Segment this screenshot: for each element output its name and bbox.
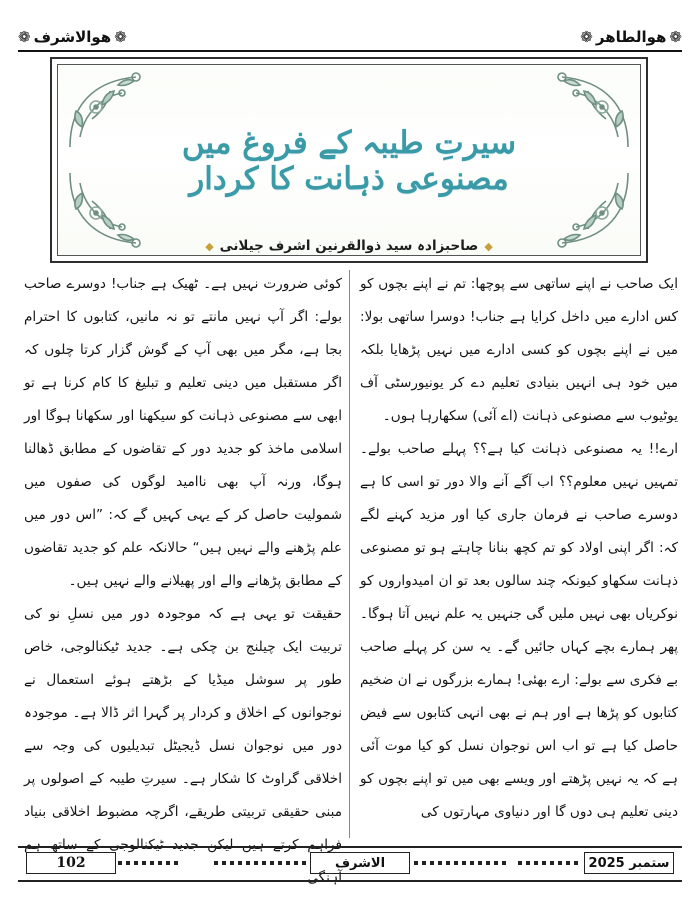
magazine-name-box	[310, 852, 410, 874]
floral-corner-icon	[62, 67, 154, 159]
paragraph: ایک صاحب نے اپنے ساتھی سے پوچھا: تم نے اپنے بچوں کو کس ادارے میں داخل کرایا ہے جناب! دوسرا ساتھی بولا: میں نے اپنے بچوں کو کسی ادارے میں نہیں پڑھایا بلکہ میں خود ہی انہیں بنیادی تعلیم دے کر یونیورسٹی آف یوٹیوب سے مصنوعی ذہانت (اے آئی) سکھارہا ہوں۔	[360, 276, 678, 424]
footer-ornament	[118, 861, 178, 865]
ornament-icon: ❁	[669, 28, 682, 46]
footer-ornament	[414, 861, 506, 865]
floral-corner-icon	[544, 161, 636, 253]
column-divider	[349, 270, 350, 838]
running-header-right-text: ھوالطاھر	[595, 28, 667, 46]
ornament-icon: ❁	[114, 28, 127, 46]
paragraph: ارے!! یہ مصنوعی ذہانت کیا ہے؟؟ پہلے صاحب بولے۔ تمہیں نہیں معلوم؟؟ اب آگے آنے والا دور تو اسی کا ہے دوسرے صاحب نے فرمان جاری کیا اور مزید کہنے لگے کہ: اگر اپنی اولاد کو تم کچھ بنانا چاہتے ہو تو مصنوعی ذہانت سکھاو کیونکہ چند سالوں بعد تو ان امیدواروں کو نوکریاں بھی نہیں ملیں گی جنہیں یہ علم نہیں آتا ہوگا۔ پھر ہمارے بچے کہاں جائیں گے۔ یہ سن کر پہلے صاحب بے فکری سے بولے: ارے بھئی! ہمارے بزرگوں نے ان ضخیم کتابوں کو پڑھا ہے اور ہم نے بھی انہی کتابوں سے فیض حاصل کیا ہے تو اب اس نوجوان نسل کو کیا موت آئی ہے کہ یہ نہیں پڑھتے اور ویسے بھی میں تو اپنے بچوں کو دینی تعلیم ہی دوں گا اور دنیاوی مہارتوں کی	[360, 441, 678, 820]
footer-ornament	[518, 861, 578, 865]
title-frame	[50, 57, 648, 263]
diamond-icon: ◆	[205, 240, 214, 253]
issue-date-box	[584, 852, 674, 874]
footer-ornament	[214, 861, 306, 865]
page-number-box	[26, 852, 116, 874]
running-header-left-text: ھوالاشرف	[33, 28, 112, 46]
author-name: صاحبزادہ سید ذوالقرنین اشرف جیلانی	[219, 238, 479, 254]
paragraph: حقیقت تو یہی ہے کہ موجودہ دور میں نسلِ نو کی تربیت ایک چیلنج بن چکی ہے۔ جدید ٹیکنالوجی، خاص طور پر سوشل میڈیا کے بڑھتے ہوئے استعمال نے نوجوانوں کے اخلاق و کردار پر گہرا اثر ڈالا ہے۔ موجودہ دور میں نوجوان نسل ڈیجیٹل تبدیلیوں کی وجہ سے اخلاقی گراوٹ کا شکار ہے۔ سیرتِ طیبہ کے اصولوں پر مبنی حقیقی تربیتی طریقے، اگرچہ مضبوط اخلاقی بنیاد فراہم کرتے ہیں لیکن جدید ٹیکنالوجی کے ساتھ ہم آہنگی	[24, 606, 342, 886]
article-author	[172, 238, 526, 254]
magazine-name: الاشرف	[334, 855, 386, 871]
running-header-left	[18, 26, 127, 48]
page-footer	[18, 846, 682, 882]
floral-corner-icon	[62, 161, 154, 253]
page-number: 102	[56, 855, 86, 871]
body-column-left	[24, 268, 342, 895]
article-title: سیرتِ طیبہ کے فروغ میں مصنوعی ذہانت کا کردار	[181, 125, 517, 197]
ornament-icon: ❁	[580, 28, 593, 46]
ornament-icon: ❁	[18, 28, 31, 46]
diamond-icon: ◆	[484, 240, 493, 253]
running-header-right	[580, 26, 682, 48]
floral-corner-icon	[544, 67, 636, 159]
body-column-right	[360, 268, 678, 829]
issue-date: ستمبر 2025	[588, 855, 670, 871]
header-rule	[18, 50, 682, 52]
paragraph: کوئی ضرورت نہیں ہے۔ ٹھیک ہے جناب! دوسرے صاحب بولے: اگر آپ نہیں مانتے تو نہ مانیں، کتابوں کا احترام بجا ہے، مگر میں بھی آپ کے گوش گزار کرتا چلوں کہ اگر مستقبل میں دینی تعلیم و تبلیغ کا کام کرنا ہے تو ابھی سے مصنوعی ذہانت کو سیکھنا اور سکھانا ہوگا اور اسلامی ماخذ کو جدید دور کے تقاضوں کے مطابق ڈھالنا ہوگا، ورنہ آپ بھی ناامید لوگوں کی صفوں میں شمولیت حاصل کر کے یہی کہیں گے کہ: ”اس دور میں علم پڑھنے والے نہیں ہیں“ حالانکہ علم کو جدید تقاضوں کے مطابق پڑھانے والے اور پھیلانے والے نہیں ہیں۔	[24, 276, 342, 589]
